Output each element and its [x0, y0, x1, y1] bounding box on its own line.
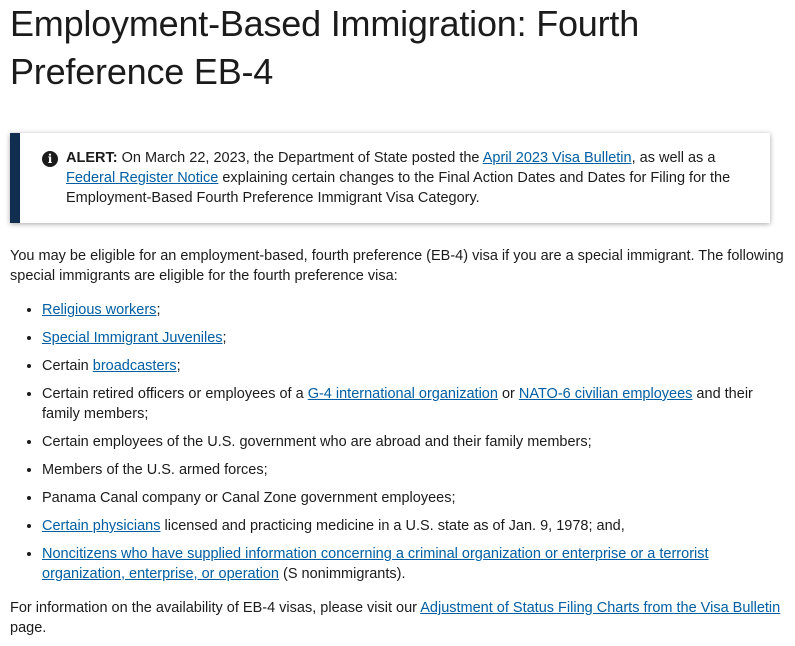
- footer-text: page.: [10, 620, 47, 636]
- alert-text-3: explaining certain changes to the Final Action Dates and Dates for Filing for the Employment-Based Fourth Preference Immigrant Visa Category.: [66, 170, 731, 206]
- footer-paragraph: [10, 598, 785, 638]
- alert-text-2: , as well as a: [631, 150, 716, 166]
- alert-box: [10, 133, 770, 223]
- list-item-noncitizens: [42, 544, 785, 584]
- list-item-government-employees: • Certain employees of the U.S. government who are abroad and their family members;: [42, 432, 785, 452]
- list-item-juveniles: [42, 328, 785, 348]
- special-immigrant-juveniles-link[interactable]: Special Immigrant Juveniles: [42, 330, 223, 346]
- alert-message: [66, 150, 730, 206]
- alert-text-1: On March 22, 2023, the Department of State posted the: [117, 150, 483, 166]
- filing-charts-link[interactable]: Adjustment of Status Filing Charts from the Visa Bulletin: [420, 600, 781, 616]
- g4-organization-link[interactable]: G-4 international organization: [307, 386, 498, 402]
- page-title: Employment-Based Immigration: Fourth Preference EB-4: [10, 3, 640, 92]
- list-item-retired-officers: [42, 384, 785, 424]
- list-item-text: (S nonimmigrants).: [278, 566, 406, 582]
- list-item-armed-forces: • Members of the U.S. armed forces;: [42, 460, 785, 480]
- visa-bulletin-link[interactable]: April 2023 Visa Bulletin: [482, 150, 632, 166]
- eligibility-list: [10, 300, 785, 584]
- list-item-text: ;: [222, 330, 227, 346]
- list-item-text: Certain: [42, 358, 93, 374]
- list-item-text: ;: [176, 358, 181, 374]
- list-item-religious-workers: [42, 300, 785, 320]
- list-item-text: or: [497, 386, 519, 402]
- info-icon: i: [42, 151, 58, 167]
- list-item-text: and their family members;: [42, 386, 753, 422]
- broadcasters-link[interactable]: broadcasters: [92, 358, 177, 374]
- list-item-broadcasters: [42, 356, 785, 376]
- certain-physicians-link[interactable]: Certain physicians: [42, 518, 161, 534]
- list-item-physicians: [42, 516, 785, 536]
- alert-label: ALERT:: [66, 150, 118, 166]
- list-item-panama-canal: • Panama Canal company or Canal Zone government employees;: [42, 488, 785, 508]
- nato6-employees-link[interactable]: NATO-6 civilian employees: [518, 386, 693, 402]
- list-item-text: ;: [156, 302, 161, 318]
- federal-register-link[interactable]: Federal Register Notice: [66, 170, 219, 186]
- list-item-text: licensed and practicing medicine in a U.S. state as of Jan. 9, 1978; and,: [160, 518, 625, 534]
- intro-paragraph: You may be eligible for an employment-based, fourth preference (EB-4) visa if you are a special immigrant. The following special immigrants are eligible for the fourth preference visa:: [10, 248, 784, 284]
- religious-workers-link[interactable]: Religious workers: [42, 302, 157, 318]
- noncitizens-link[interactable]: Noncitizens who have supplied information concerning a criminal organization or enterprise or a terrorist organization, enterprise, or operation: [42, 546, 709, 582]
- footer-text: For information on the availability of EB-4 visas, please visit our: [10, 600, 421, 616]
- list-item-text: Certain retired officers or employees of a: [42, 386, 308, 402]
